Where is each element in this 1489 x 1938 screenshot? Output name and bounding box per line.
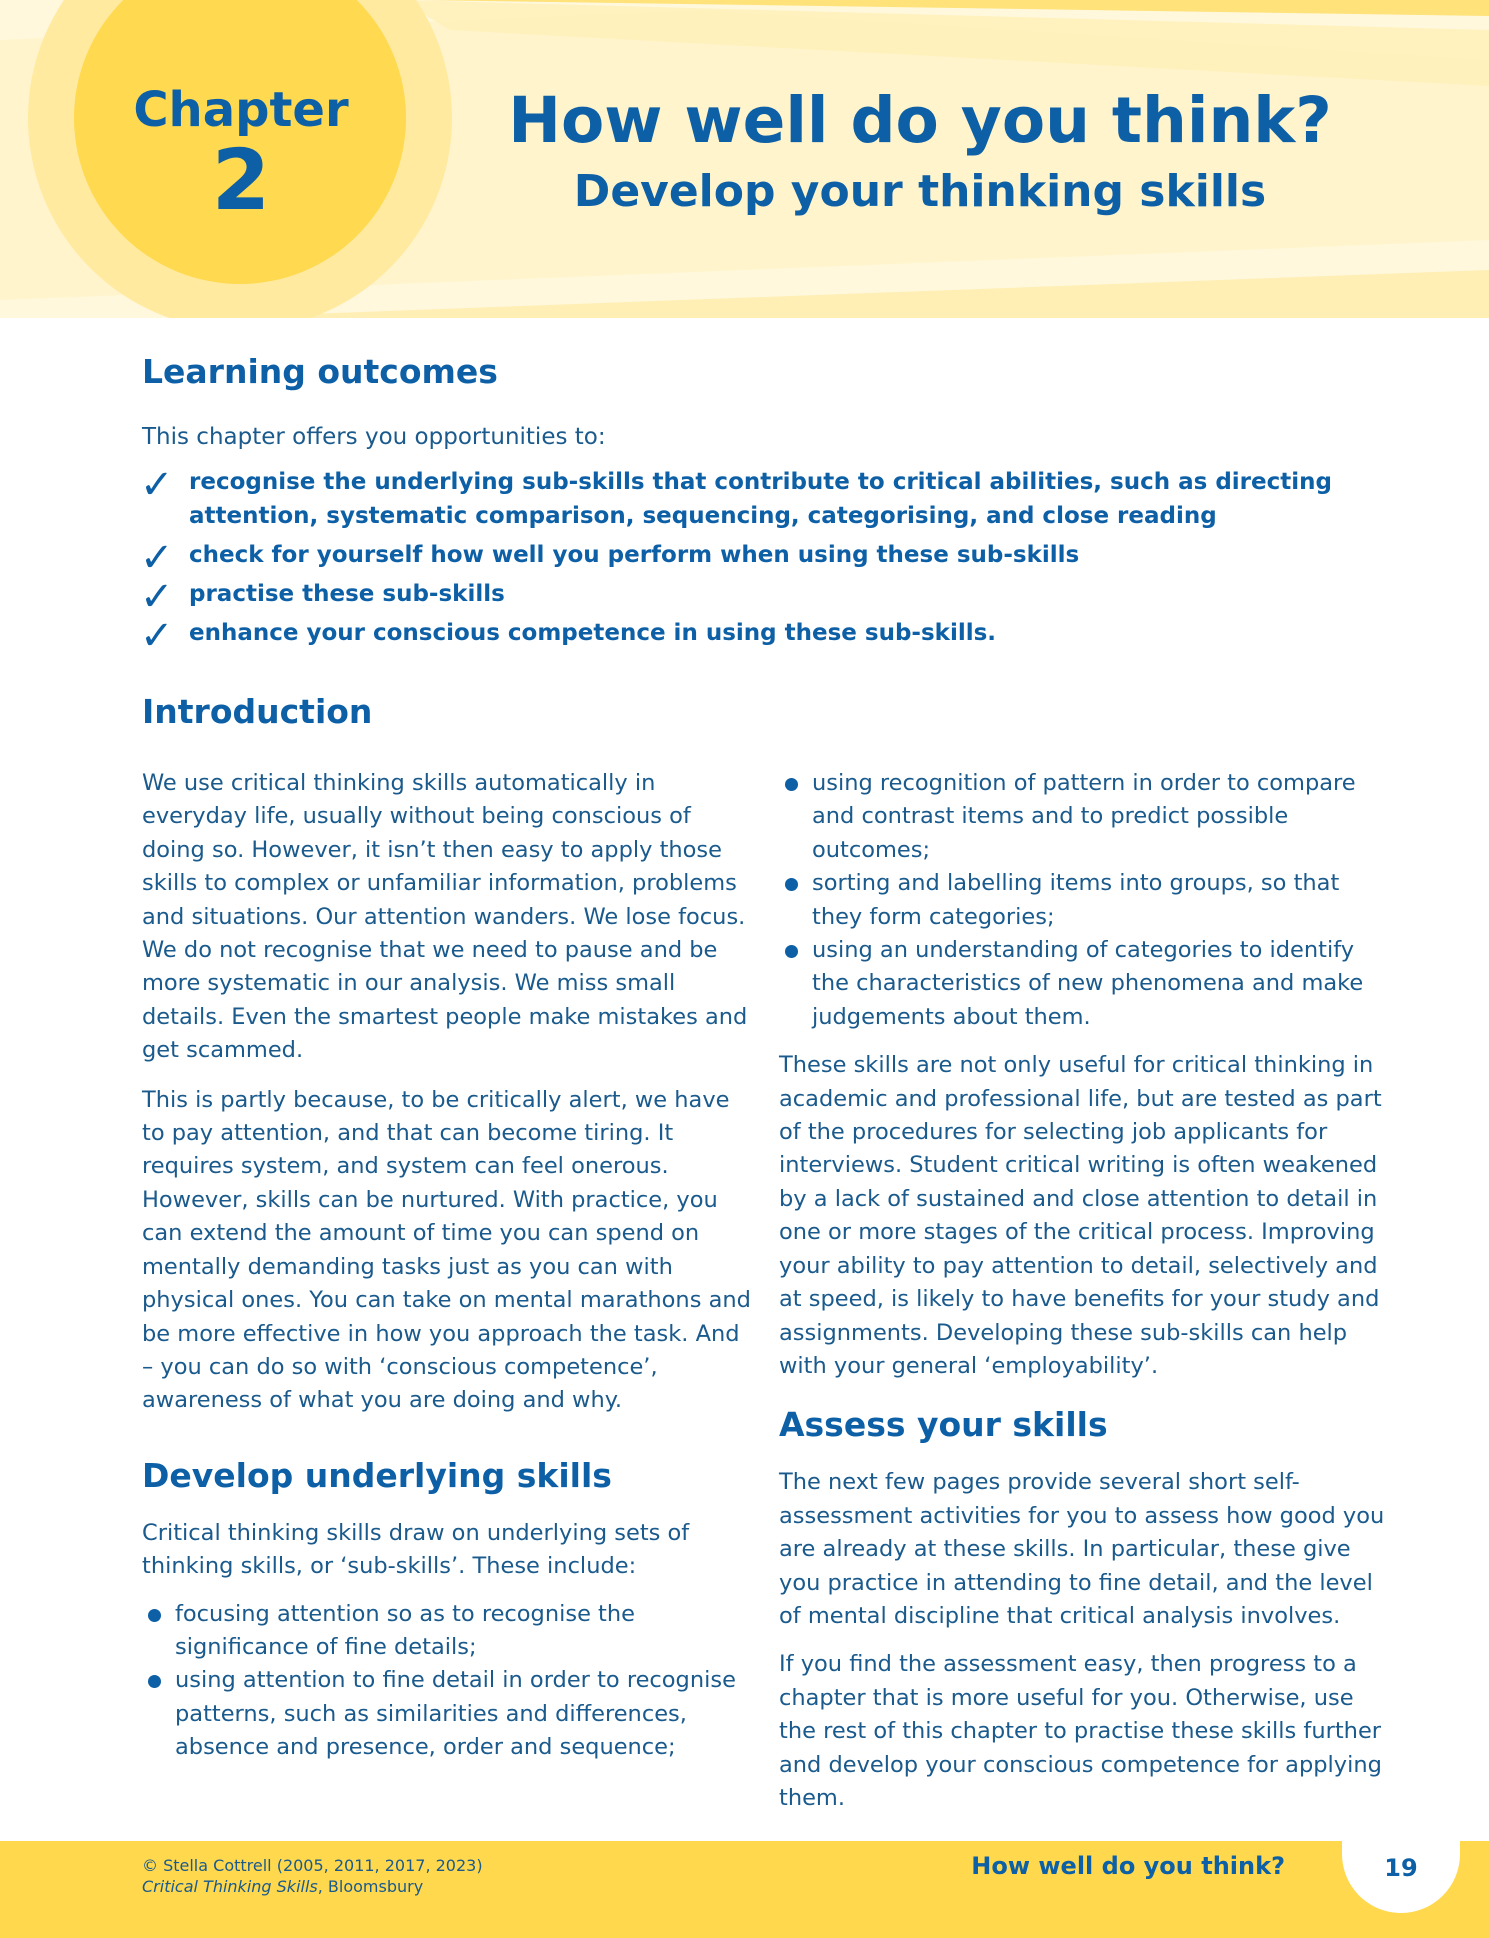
learning-outcomes-list (140, 462, 1370, 659)
skills-paragraph: These skills are not only useful for critical thinking in academic and professional life, but are tested as part of the procedures for selecting job applicants for interviews. Student critical writing is often weakened by a lack of sustained and close attention to detail in one or more stages of the critical process. Improving your ability to pay attention to detail, selectively and at speed, is likely to have benefits for your study and assignments. Developing these sub-skills can help with your general ‘employability’. (779, 1052, 1382, 1379)
page-subtitle: Develop your thinking skills (573, 166, 1267, 217)
learning-outcomes-heading: Learning outcomes (142, 352, 498, 391)
page-number: 19 (1384, 1854, 1418, 1882)
learning-outcome-item (140, 613, 1370, 659)
bullet-item (142, 1664, 752, 1764)
page-title: How well do you think? (508, 84, 1332, 157)
develop-bullets-left (142, 1598, 752, 1765)
bullet-text: using attention to fine detail in order to recognise patterns, such as similarities and differences, absence and presence, order and sequence; (175, 1667, 736, 1761)
bullet-text: sorting and labelling items into groups, so that they form categories; (812, 870, 1340, 930)
learning-outcome-text: enhance your conscious competence in using these sub-skills. (189, 620, 997, 646)
intro-paragraph-1: We use critical thinking skills automatically in everyday life, usually without being conscious of doing so. However, it isn’t then easy to apply those skills to complex or unfamiliar information, problems and situations. Our attention wanders. We lose focus. We do not recognise that we need to pause and be more systematic in our analysis. We miss small details. Even the smartest people make mistakes and get scammed. (142, 770, 748, 1064)
bullet-item (779, 867, 1389, 934)
chapter-label: Chapter (133, 82, 349, 138)
chapter-number: 2 (211, 131, 271, 229)
learning-outcome-item (140, 462, 1370, 533)
learning-outcome-item (140, 535, 1370, 581)
left-column (142, 767, 752, 1765)
develop-intro: Critical thinking skills draw on underlying sets of thinking skills, or ‘sub-skills’. These include: (142, 1519, 690, 1580)
page-footer (0, 1841, 1489, 1938)
footer-running-title: How well do you think? (971, 1852, 1285, 1880)
develop-bullets-right (779, 767, 1389, 1034)
check-icon: ✓ (140, 613, 174, 659)
bullet-item (779, 934, 1389, 1034)
bullet-dot-icon (785, 878, 798, 891)
footer-book-title: Critical Thinking Skills (142, 1877, 318, 1896)
learning-outcome-item (140, 574, 1370, 620)
assess-heading: Assess your skills (779, 1405, 1108, 1445)
bullet-dot-icon (785, 778, 798, 791)
bullet-item (142, 1598, 752, 1665)
learning-outcome-text: practise these sub-skills (189, 581, 505, 607)
bullet-item (779, 767, 1389, 867)
check-icon: ✓ (140, 462, 174, 508)
learning-outcome-text: recognise the underlying sub-skills that contribute to critical abilities, such as directing attention, systematic comparison, sequencing, categorising, and close reading (189, 469, 1332, 529)
footer-copyright: © Stella Cottrell (2005, 2011, 2017, 2023) (142, 1856, 483, 1875)
learning-outcomes-intro: This chapter offers you opportunities to: (142, 424, 606, 450)
develop-heading: Develop underlying skills (142, 1455, 612, 1495)
bullet-dot-icon (785, 945, 798, 958)
assess-paragraph-2: If you find the assessment easy, then progress to a chapter that is more useful for you. Otherwise, use the rest of this chapter to practise these skills further and develop your conscious competence for applying them. (779, 1651, 1382, 1811)
intro-paragraph-2: This is partly because, to be critically alert, we have to pay attention, and that can become tiring. It requires system, and system can feel onerous. However, skills can be nurtured. With practice, you can extend the amount of time you can spend on mentally demanding tasks just as you can with physical ones. You can take on mental marathons and be more effective in how you approach the task. And – you can do so with ‘conscious competence’, awareness of what you are doing and why. (142, 1086, 751, 1414)
right-column (779, 767, 1389, 1815)
bullet-text: using an understanding of categories to identify the characteristics of new phenomena and make judgements about them. (812, 937, 1364, 1030)
learning-outcome-text: check for yourself how well you perform when using these sub-skills (189, 542, 1080, 568)
introduction-heading: Introduction (142, 692, 373, 731)
bullet-text: using recognition of pattern in order to compare and contrast items and to predict possible outcomes; (812, 770, 1356, 863)
bullet-dot-icon (148, 1675, 161, 1688)
bullet-text: focusing attention so as to recognise the significance of fine details; (175, 1600, 635, 1660)
bullet-dot-icon (148, 1609, 161, 1622)
footer-credits (142, 1855, 483, 1897)
check-icon: ✓ (140, 574, 174, 620)
check-icon: ✓ (140, 535, 174, 581)
footer-publisher: , Bloomsbury (317, 1877, 424, 1896)
assess-paragraph-1: The next few pages provide several short self-assessment activities for you to assess how good you are already at these skills. In particular, these give you practice in attending to fine detail, and the level of mental discipline that critical analysis involves. (779, 1469, 1385, 1629)
chapter-header-banner (0, 0, 1489, 318)
